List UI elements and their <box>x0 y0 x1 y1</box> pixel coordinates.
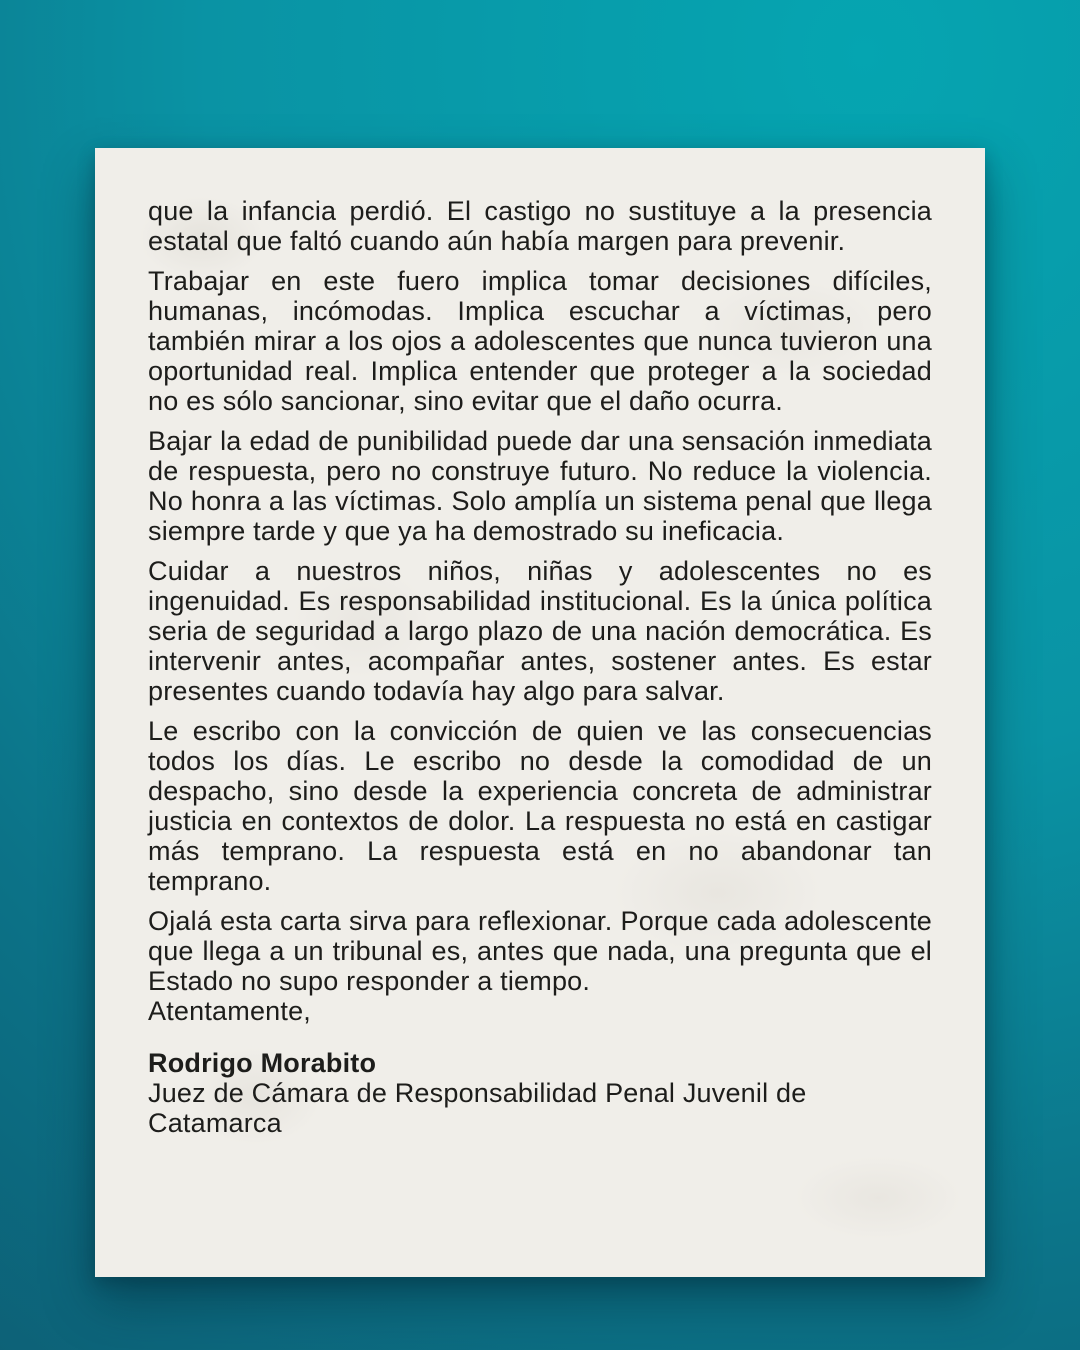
letter-paper <box>95 148 985 1277</box>
letter-paragraph: que la infancia perdió. El castigo no sustituye a la presencia estatal que faltó cuando aún había margen para prevenir. <box>148 196 932 256</box>
letter-paragraph: Cuidar a nuestros niños, niñas y adolescentes no es ingenuidad. Es responsabilidad institucional. Es la única política seria de seguridad a largo plazo de una nación democrática. Es intervenir antes, acompañar antes, sostener antes. Es estar presentes cuando todavía hay algo para salvar. <box>148 556 932 706</box>
letter-body <box>148 196 932 1138</box>
signature-name: Rodrigo Morabito <box>148 1048 377 1078</box>
signature-block <box>148 1048 932 1138</box>
letter-paragraph: Bajar la edad de punibilidad puede dar una sensación inmediata de respuesta, pero no construye futuro. No reduce la violencia. No honra a las víctimas. Solo amplía un sistema penal que llega siempre tarde y que ya ha demostrado su ineficacia. <box>148 426 932 546</box>
letter-closing: Atentamente, <box>148 996 312 1026</box>
signature-title: Juez de Cámara de Responsabilidad Penal Juvenil de Catamarca <box>148 1078 807 1138</box>
letter-paragraph: Trabajar en este fuero implica tomar decisiones difíciles, humanas, incómodas. Implica escuchar a víctimas, pero también mirar a los ojos a adolescentes que nunca tuvieron una oportunidad real. Implica entender que proteger a la sociedad no es sólo sancionar, sino evitar que el daño ocurra. <box>148 266 932 416</box>
letter-paragraph: Le escribo con la convicción de quien ve las consecuencias todos los días. Le escribo no desde la comodidad de un despacho, sino desde la experiencia concreta de administrar justicia en contextos de dolor. La respuesta no está en castigar más temprano. La respuesta está en no abandonar tan temprano. <box>148 716 932 896</box>
letter-paragraph: Ojalá esta carta sirva para reflexionar. Porque cada adolescente que llega a un tribunal es, antes que nada, una pregunta que el Estado no supo responder a tiempo. <box>148 906 932 996</box>
